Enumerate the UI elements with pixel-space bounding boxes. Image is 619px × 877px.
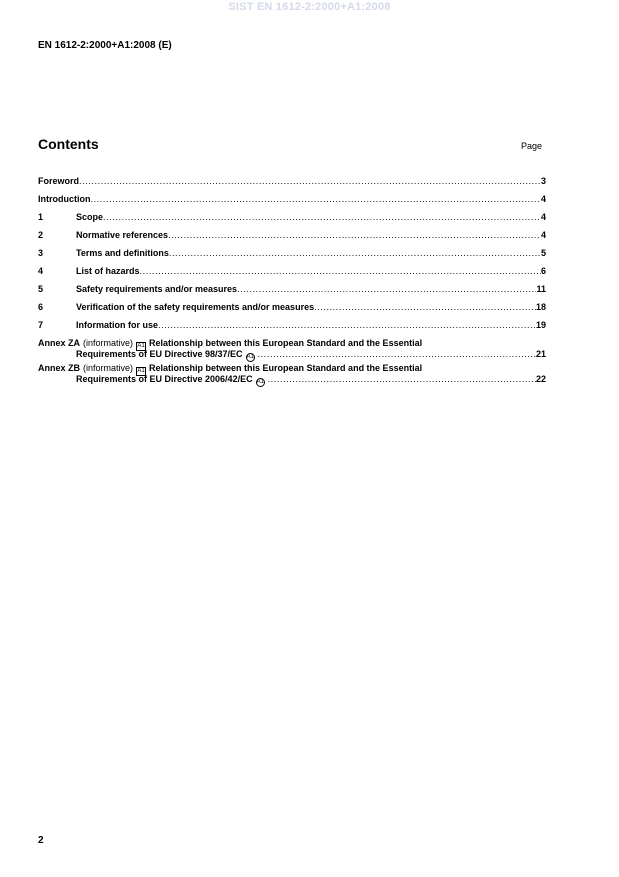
annex-title-line1: Relationship between this European Standard and the Essential xyxy=(149,363,423,373)
annex-informative-label: (informative) xyxy=(83,363,134,373)
toc-entry-introduction[interactable] xyxy=(38,193,546,211)
page-column-label: Page xyxy=(521,141,543,151)
toc-entry-page: 6 xyxy=(540,266,546,276)
document-id-header: EN 1612-2:2000+A1:2008 (E) xyxy=(38,40,172,51)
toc-entry-terms-and-definitions[interactable] xyxy=(38,247,546,265)
toc-entry-annex-zb[interactable] xyxy=(38,363,546,387)
dot-leader xyxy=(237,283,536,295)
toc-entry-page: 22 xyxy=(535,374,546,384)
toc-entry-number: 7 xyxy=(38,320,44,330)
toc-entry-scope[interactable] xyxy=(38,211,546,229)
toc-entry-page: 4 xyxy=(540,194,546,204)
toc-entry-page: 5 xyxy=(540,248,546,258)
dot-leader xyxy=(79,175,541,187)
amendment-open-marker-icon: A1 xyxy=(137,343,145,349)
annex-informative-label: (informative) xyxy=(83,338,134,348)
toc-entry-title: Terms and definitions xyxy=(76,248,169,258)
toc-entry-page: 11 xyxy=(536,284,546,294)
dot-leader xyxy=(91,193,541,205)
annex-key: Annex ZA xyxy=(38,338,81,348)
toc-entry-title: Information for use xyxy=(76,320,159,330)
toc-entry-number: 4 xyxy=(38,266,44,276)
annex-title-line2: Requirements of EU Directive 2006/42/EC xyxy=(76,374,253,384)
dot-leader xyxy=(103,211,541,223)
toc-entry-page: 21 xyxy=(535,349,546,359)
toc-entry-page: 19 xyxy=(535,320,546,330)
annex-title-line2: Requirements of EU Directive 98/37/EC xyxy=(76,349,243,359)
toc-entry-normative-references[interactable] xyxy=(38,229,546,247)
dot-leader xyxy=(314,301,536,313)
toc-entry-title: List of hazards xyxy=(76,266,140,276)
dot-leader xyxy=(140,265,541,277)
dot-leader xyxy=(268,374,536,385)
toc-entry-title: Safety requirements and/or measures xyxy=(76,284,238,294)
toc-entry-number: 6 xyxy=(38,302,44,312)
toc-entry-title: Foreword xyxy=(38,176,80,186)
toc-entry-title: Verification of the safety requirements and/or measures xyxy=(76,302,315,312)
toc-entry-number: 2 xyxy=(38,230,44,240)
amendment-open-marker-icon: A1 xyxy=(137,368,145,374)
toc-entry-number: 5 xyxy=(38,284,44,294)
toc-entry-number: 3 xyxy=(38,248,44,258)
toc-entry-list-of-hazards[interactable] xyxy=(38,265,546,283)
toc-entry-page: 3 xyxy=(540,176,546,186)
dot-leader xyxy=(158,319,536,331)
toc-entry-safety-requirements[interactable] xyxy=(38,283,546,301)
toc-entry-page: 18 xyxy=(535,302,546,312)
contents-title: Contents xyxy=(38,136,99,152)
dot-leader xyxy=(168,229,541,241)
page-number: 2 xyxy=(38,835,44,846)
toc-entry-number: 1 xyxy=(38,212,44,222)
annex-title-line1: Relationship between this European Standard and the Essential xyxy=(149,338,423,348)
dot-leader xyxy=(258,349,536,360)
toc-entry-annex-za[interactable] xyxy=(38,338,546,362)
toc-entry-page: 4 xyxy=(540,230,546,240)
toc-entry-information-for-use[interactable] xyxy=(38,319,546,337)
amendment-close-marker-icon: A1 xyxy=(246,354,254,360)
toc-entry-title: Normative references xyxy=(76,230,169,240)
watermark: SIST EN 1612-2:2000+A1:2008 xyxy=(228,1,391,13)
toc-entry-page: 4 xyxy=(540,212,546,222)
toc-entry-verification[interactable] xyxy=(38,301,546,319)
toc-entry-title: Introduction xyxy=(38,194,91,204)
dot-leader xyxy=(169,247,541,259)
toc-entry-foreword[interactable] xyxy=(38,175,546,193)
table-of-contents xyxy=(38,175,546,387)
amendment-close-marker-icon: A1 xyxy=(256,379,264,385)
annex-key: Annex ZB xyxy=(38,363,81,373)
toc-entry-title: Scope xyxy=(76,212,104,222)
